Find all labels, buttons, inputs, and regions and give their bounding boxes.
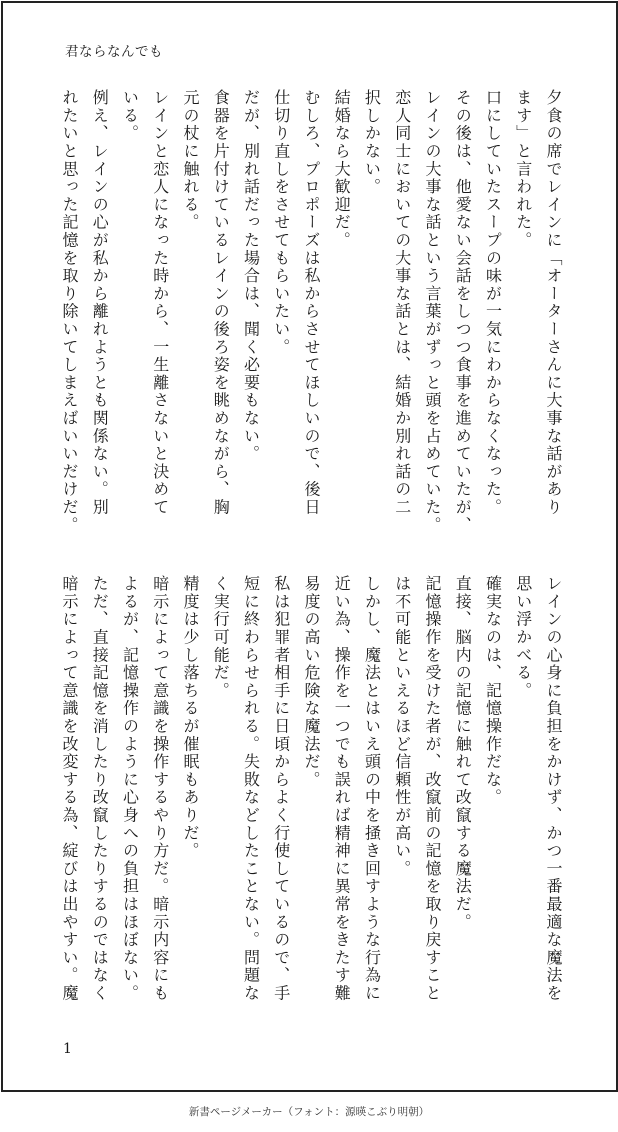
text-line: 仕切り直しをさせてもらいたい。 — [271, 89, 291, 356]
text-line: レインと恋人になった時から、一生離さないと決めて — [150, 89, 170, 517]
text-line: 精度は少し落ちるが催眠もありだ。 — [181, 575, 200, 860]
running-head: 君ならなんでも — [65, 44, 163, 60]
text-line: 近い為、操作を一つでも誤れば精神に異常をきたす難 — [332, 575, 352, 1003]
text-line: 易度の高い危険な魔法だ。 — [302, 575, 321, 789]
text-line: その後は、他愛ない会話をしつつ食事を進めていたが、 — [453, 89, 473, 534]
text-line: 結婚なら大歓迎だ。 — [332, 89, 352, 250]
text-line: れたいと思った記憶を取り除いてしまえばいいだけだ。 — [60, 89, 79, 534]
text-line: 暗示によって意識を改変する為、綻びは出やすい。魔 — [60, 575, 79, 1003]
text-line: ます」と言われた。 — [513, 89, 533, 250]
page-number: 1 — [63, 1041, 72, 1057]
text-line: いる。 — [120, 89, 140, 143]
text-line: 暗示によって意識を操作するやり方だ。暗示内容にも — [150, 575, 170, 1003]
text-line: く実行可能だ。 — [211, 575, 231, 700]
text-line: 恋人同士においての大事な話とは、結婚か別れ話の二 — [392, 89, 412, 517]
text-line: ただ、直接記憶を消したり改竄したりするのではなく — [90, 575, 110, 1003]
text-line: 思い浮かべる。 — [513, 575, 533, 700]
text-line: レインの大事な話という言葉がずっと頭を占めていた。 — [423, 89, 442, 534]
text-line: だが、別れ話だった場合は、聞く必要もない。 — [241, 89, 261, 463]
text-block-upper — [58, 89, 564, 539]
footer-caption: 新書ページメーカー（フォント：源暎こぶり明朝） — [188, 1106, 430, 1118]
text-line: 直接、脳内の記憶に触れて改竄する魔法だ。 — [453, 575, 473, 931]
text-line: 短に終わらせられる。失敗などしたことない。問題な — [241, 575, 261, 1003]
text-line: 確実なのは、記憶操作だな。 — [483, 575, 503, 807]
text-line: 記憶操作を受けた者が、改竄前の記憶を取り戻すこと — [423, 575, 442, 1003]
text-line: 食器を片付けているレインの後ろ姿を眺めながら、胸 — [211, 89, 231, 517]
text-line: 例え、レインの心が私から離れようとも関係ない。別 — [90, 89, 110, 517]
text-line: よるが、記憶操作のように心身への負担はほぼない。 — [120, 575, 140, 1003]
text-line: 私は犯罪者相手に日頃からよく行使しているので、手 — [271, 575, 291, 1003]
text-line: 夕食の席でレインに「オーターさんに大事な話があり — [544, 89, 563, 517]
text-line: 口にしていたスープの味が一気にわからなくなった。 — [483, 89, 503, 517]
page-frame — [1, 1, 618, 1092]
text-block-lower — [58, 575, 564, 1003]
text-line: 元の杖に触れる。 — [181, 89, 200, 232]
text-line: しかし、魔法とはいえ頭の中を掻き回すような行為に — [362, 575, 382, 1003]
text-line: むしろ、プロポーズは私からさせてほしいので、後日 — [302, 89, 321, 517]
text-line: は不可能といえるほど信頼性が高い。 — [392, 575, 412, 878]
text-line: レインの心身に負担をかけず、かつ一番最適な魔法を — [544, 575, 563, 1003]
text-line: 択しかない。 — [362, 89, 382, 196]
